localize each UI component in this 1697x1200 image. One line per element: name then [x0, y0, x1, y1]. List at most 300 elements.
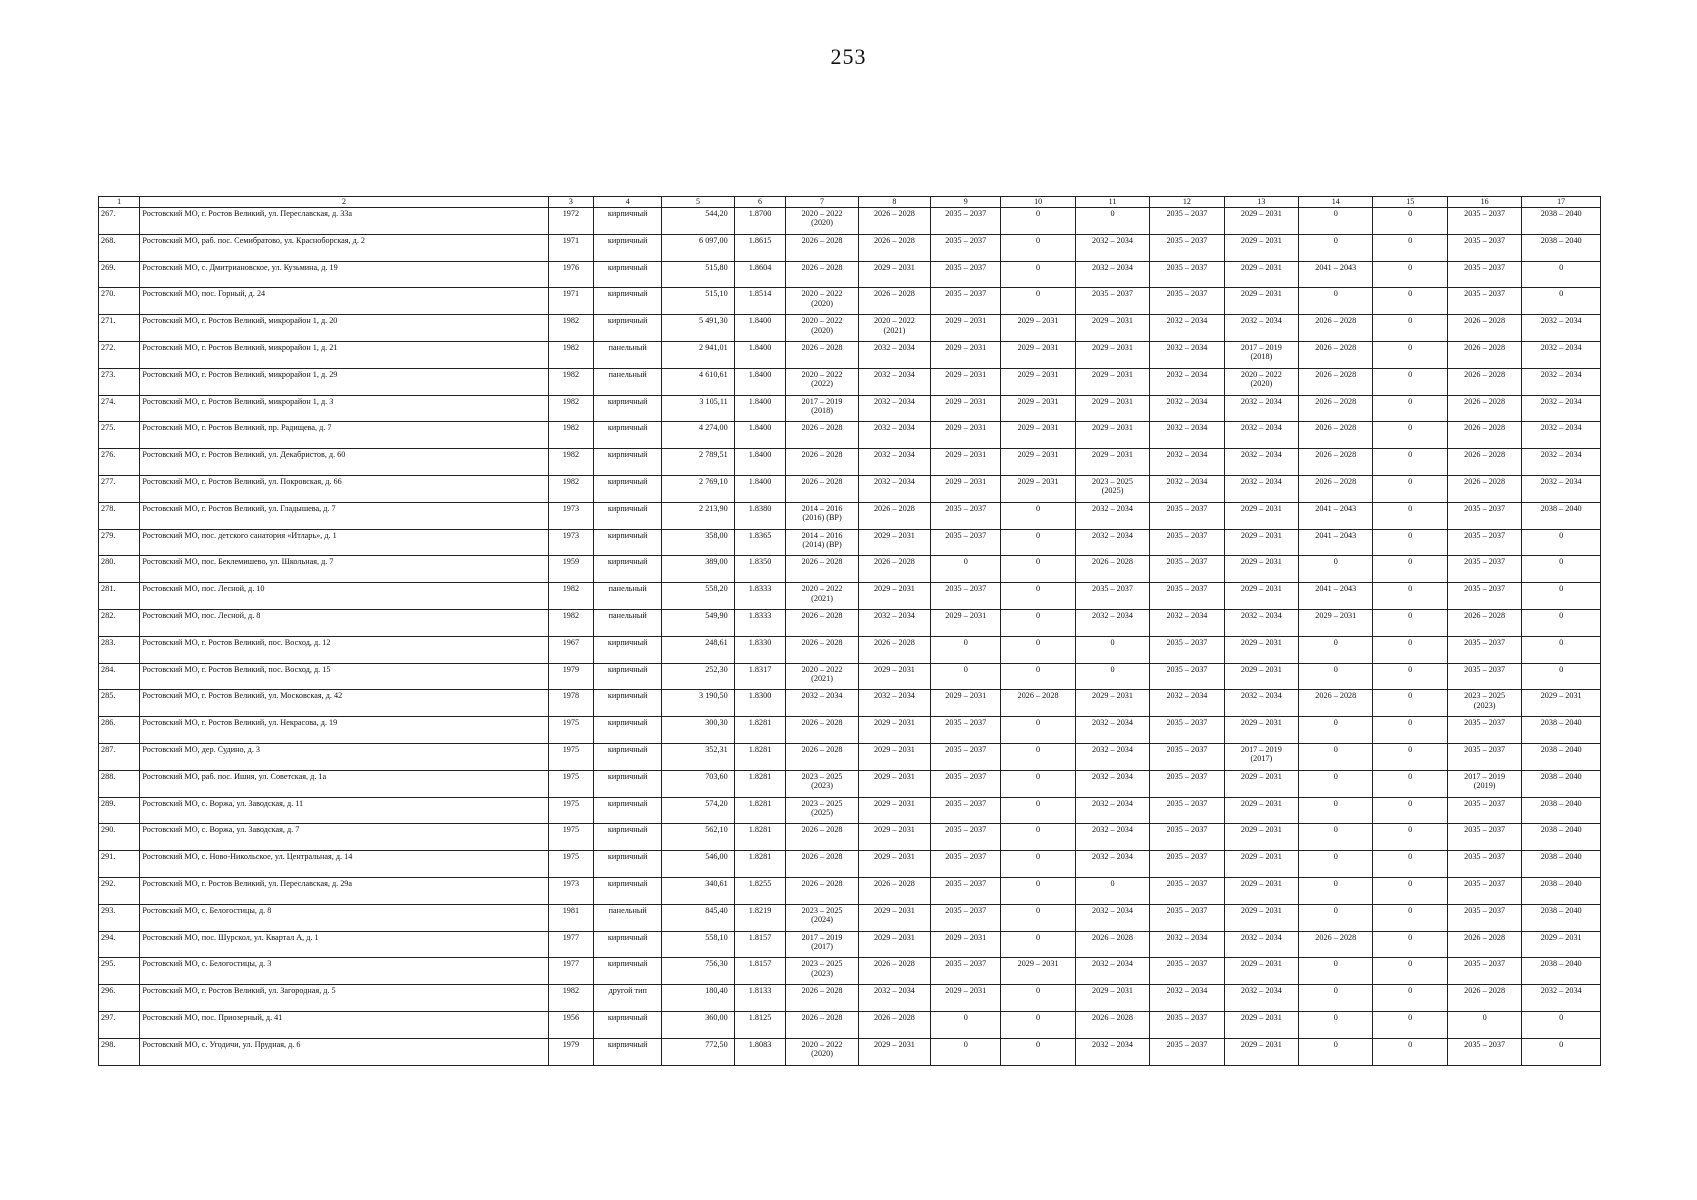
cell-address: Ростовский МО, пос. Шурскол, ул. Квартал А, д. 1	[140, 931, 548, 958]
cell-coefficient: 1.8400	[734, 449, 786, 476]
cell-period-col-15: 0	[1373, 234, 1447, 261]
cell-address: Ростовский МО, пос. Приозерный, д. 41	[140, 1011, 548, 1038]
cell-period-col-14: 0	[1299, 985, 1373, 1012]
cell-period-col-7: 2023 – 2025 (2024)	[786, 904, 858, 931]
cell-period-col-11: 2032 – 2034	[1075, 1038, 1149, 1065]
cell-year-built: 1981	[548, 904, 593, 931]
cell-period-col-16: 2026 – 2028	[1447, 931, 1521, 958]
cell-coefficient: 1.8615	[734, 234, 786, 261]
cell-period-col-13: 2032 – 2034	[1224, 315, 1298, 342]
cell-period-col-12: 2032 – 2034	[1150, 609, 1224, 636]
cell-period-col-10: 2029 – 2031	[1001, 341, 1075, 368]
cell-period-col-8: 2029 – 2031	[858, 931, 930, 958]
cell-wall-material: кирпичный	[594, 717, 662, 744]
cell-period-col-11: 2029 – 2031	[1075, 422, 1149, 449]
cell-period-col-11: 2032 – 2034	[1075, 851, 1149, 878]
cell-row-number: 294.	[99, 931, 140, 958]
cell-period-col-12: 2035 – 2037	[1150, 958, 1224, 985]
cell-period-col-13: 2029 – 2031	[1224, 851, 1298, 878]
cell-total-area: 558,10	[662, 931, 734, 958]
cell-year-built: 1982	[548, 395, 593, 422]
cell-period-col-13: 2029 – 2031	[1224, 663, 1298, 690]
column-header-8: 8	[858, 197, 930, 208]
cell-period-col-14: 2026 – 2028	[1299, 475, 1373, 502]
cell-period-col-16: 2026 – 2028	[1447, 368, 1521, 395]
cell-period-col-16: 2026 – 2028	[1447, 341, 1521, 368]
cell-period-col-15: 0	[1373, 743, 1447, 770]
cell-wall-material: кирпичный	[594, 824, 662, 851]
cell-year-built: 1975	[548, 824, 593, 851]
cell-period-col-13: 2017 – 2019 (2017)	[1224, 743, 1298, 770]
cell-period-col-16: 2017 – 2019 (2019)	[1447, 770, 1521, 797]
cell-period-col-11: 0	[1075, 663, 1149, 690]
cell-coefficient: 1.8281	[734, 743, 786, 770]
cell-period-col-17: 2032 – 2034	[1522, 368, 1601, 395]
cell-period-col-15: 0	[1373, 395, 1447, 422]
cell-coefficient: 1.8219	[734, 904, 786, 931]
cell-period-col-7: 2020 – 2022 (2021)	[786, 583, 858, 610]
cell-address: Ростовский МО, г. Ростов Великий, ул. Загородная, д. 5	[140, 985, 548, 1012]
cell-period-col-7: 2023 – 2025 (2023)	[786, 958, 858, 985]
cell-period-col-8: 2020 – 2022 (2021)	[858, 315, 930, 342]
cell-period-col-12: 2035 – 2037	[1150, 851, 1224, 878]
cell-coefficient: 1.8157	[734, 958, 786, 985]
cell-period-col-8: 2029 – 2031	[858, 824, 930, 851]
cell-period-col-11: 2032 – 2034	[1075, 502, 1149, 529]
cell-period-col-7: 2026 – 2028	[786, 636, 858, 663]
cell-period-col-10: 2029 – 2031	[1001, 422, 1075, 449]
cell-period-col-9: 2035 – 2037	[931, 824, 1001, 851]
cell-period-col-13: 2032 – 2034	[1224, 422, 1298, 449]
cell-period-col-12: 2032 – 2034	[1150, 422, 1224, 449]
cell-period-col-10: 0	[1001, 529, 1075, 556]
cell-period-col-12: 2032 – 2034	[1150, 395, 1224, 422]
cell-year-built: 1976	[548, 261, 593, 288]
cell-period-col-10: 2029 – 2031	[1001, 395, 1075, 422]
cell-period-col-10: 0	[1001, 931, 1075, 958]
cell-period-col-14: 0	[1299, 556, 1373, 583]
cell-period-col-12: 2035 – 2037	[1150, 556, 1224, 583]
cell-wall-material: кирпичный	[594, 288, 662, 315]
table-row	[99, 208, 1601, 235]
cell-period-col-14: 0	[1299, 663, 1373, 690]
cell-period-col-7: 2026 – 2028	[786, 851, 858, 878]
cell-address: Ростовский МО, г. Ростов Великий, ул. Гладышева, д. 7	[140, 502, 548, 529]
cell-period-col-14: 0	[1299, 743, 1373, 770]
table-row	[99, 422, 1601, 449]
cell-period-col-14: 0	[1299, 636, 1373, 663]
cell-period-col-9: 2035 – 2037	[931, 288, 1001, 315]
cell-coefficient: 1.8255	[734, 877, 786, 904]
cell-period-col-9: 0	[931, 663, 1001, 690]
cell-total-area: 544,20	[662, 208, 734, 235]
cell-row-number: 273.	[99, 368, 140, 395]
cell-period-col-17: 0	[1522, 1011, 1601, 1038]
column-header-16: 16	[1447, 197, 1521, 208]
cell-period-col-17: 2038 – 2040	[1522, 797, 1601, 824]
cell-period-col-11: 2032 – 2034	[1075, 261, 1149, 288]
cell-address: Ростовский МО, г. Ростов Великий, пос. Восход, д. 12	[140, 636, 548, 663]
cell-period-col-14: 0	[1299, 851, 1373, 878]
cell-row-number: 292.	[99, 877, 140, 904]
cell-coefficient: 1.8281	[734, 851, 786, 878]
cell-period-col-9: 0	[931, 1011, 1001, 1038]
cell-period-col-9: 2029 – 2031	[931, 985, 1001, 1012]
table-row	[99, 315, 1601, 342]
cell-period-col-16: 2026 – 2028	[1447, 475, 1521, 502]
cell-period-col-10: 0	[1001, 851, 1075, 878]
cell-period-col-9: 2035 – 2037	[931, 877, 1001, 904]
cell-period-col-14: 0	[1299, 877, 1373, 904]
column-header-4: 4	[594, 197, 662, 208]
cell-period-col-7: 2020 – 2022 (2020)	[786, 1038, 858, 1065]
cell-period-col-16: 2035 – 2037	[1447, 261, 1521, 288]
cell-period-col-13: 2029 – 2031	[1224, 904, 1298, 931]
cell-period-col-9: 2035 – 2037	[931, 261, 1001, 288]
cell-period-col-10: 0	[1001, 1011, 1075, 1038]
cell-period-col-15: 0	[1373, 529, 1447, 556]
cell-period-col-14: 0	[1299, 234, 1373, 261]
cell-period-col-13: 2029 – 2031	[1224, 1038, 1298, 1065]
cell-period-col-9: 2035 – 2037	[931, 502, 1001, 529]
table-row	[99, 449, 1601, 476]
cell-period-col-14: 2026 – 2028	[1299, 449, 1373, 476]
cell-period-col-13: 2029 – 2031	[1224, 770, 1298, 797]
cell-address: Ростовский МО, с. Ново-Никольское, ул. Центральная, д. 14	[140, 851, 548, 878]
cell-period-col-7: 2026 – 2028	[786, 449, 858, 476]
cell-row-number: 293.	[99, 904, 140, 931]
cell-period-col-12: 2032 – 2034	[1150, 690, 1224, 717]
cell-year-built: 1975	[548, 770, 593, 797]
cell-period-col-13: 2032 – 2034	[1224, 690, 1298, 717]
cell-period-col-14: 2026 – 2028	[1299, 368, 1373, 395]
cell-period-col-12: 2035 – 2037	[1150, 877, 1224, 904]
cell-total-area: 5 491,30	[662, 315, 734, 342]
table-row	[99, 877, 1601, 904]
cell-period-col-12: 2035 – 2037	[1150, 502, 1224, 529]
cell-period-col-7: 2026 – 2028	[786, 1011, 858, 1038]
cell-row-number: 274.	[99, 395, 140, 422]
cell-period-col-14: 0	[1299, 904, 1373, 931]
cell-period-col-12: 2035 – 2037	[1150, 583, 1224, 610]
cell-period-col-16: 2035 – 2037	[1447, 877, 1521, 904]
cell-period-col-17: 2038 – 2040	[1522, 958, 1601, 985]
cell-period-col-17: 2032 – 2034	[1522, 315, 1601, 342]
cell-period-col-13: 2029 – 2031	[1224, 529, 1298, 556]
cell-period-col-17: 2038 – 2040	[1522, 877, 1601, 904]
cell-period-col-16: 2035 – 2037	[1447, 1038, 1521, 1065]
cell-period-col-7: 2014 – 2016 (2014) (ВР)	[786, 529, 858, 556]
cell-period-col-7: 2023 – 2025 (2025)	[786, 797, 858, 824]
cell-period-col-11: 2032 – 2034	[1075, 609, 1149, 636]
cell-period-col-7: 2017 – 2019 (2017)	[786, 931, 858, 958]
cell-period-col-10: 2026 – 2028	[1001, 690, 1075, 717]
cell-year-built: 1975	[548, 743, 593, 770]
table-row	[99, 797, 1601, 824]
cell-period-col-13: 2032 – 2034	[1224, 609, 1298, 636]
cell-period-col-8: 2029 – 2031	[858, 663, 930, 690]
cell-period-col-15: 0	[1373, 636, 1447, 663]
cell-row-number: 288.	[99, 770, 140, 797]
cell-period-col-9: 2029 – 2031	[931, 422, 1001, 449]
cell-period-col-8: 2029 – 2031	[858, 904, 930, 931]
cell-period-col-7: 2014 – 2016 (2016) (ВР)	[786, 502, 858, 529]
cell-address: Ростовский МО, с. Дмитриановское, ул. Кузьмина, д. 19	[140, 261, 548, 288]
cell-period-col-12: 2035 – 2037	[1150, 824, 1224, 851]
cell-period-col-13: 2032 – 2034	[1224, 931, 1298, 958]
cell-period-col-13: 2029 – 2031	[1224, 797, 1298, 824]
cell-period-col-8: 2032 – 2034	[858, 341, 930, 368]
cell-period-col-9: 2029 – 2031	[931, 475, 1001, 502]
cell-year-built: 1982	[548, 609, 593, 636]
cell-period-col-9: 2035 – 2037	[931, 717, 1001, 744]
cell-wall-material: кирпичный	[594, 234, 662, 261]
cell-period-col-8: 2029 – 2031	[858, 583, 930, 610]
table-row	[99, 824, 1601, 851]
cell-period-col-12: 2032 – 2034	[1150, 341, 1224, 368]
cell-address: Ростовский МО, раб. пос. Ишня, ул. Советская, д. 1а	[140, 770, 548, 797]
cell-period-col-11: 2032 – 2034	[1075, 797, 1149, 824]
cell-year-built: 1979	[548, 1038, 593, 1065]
cell-row-number: 284.	[99, 663, 140, 690]
cell-period-col-10: 0	[1001, 609, 1075, 636]
cell-period-col-13: 2029 – 2031	[1224, 824, 1298, 851]
cell-coefficient: 1.8281	[734, 797, 786, 824]
cell-year-built: 1975	[548, 717, 593, 744]
cell-year-built: 1973	[548, 502, 593, 529]
cell-period-col-15: 0	[1373, 931, 1447, 958]
column-header-3: 3	[548, 197, 593, 208]
cell-total-area: 2 941,01	[662, 341, 734, 368]
cell-period-col-13: 2032 – 2034	[1224, 985, 1298, 1012]
column-header-17: 17	[1522, 197, 1601, 208]
cell-wall-material: кирпичный	[594, 797, 662, 824]
cell-period-col-13: 2032 – 2034	[1224, 449, 1298, 476]
cell-address: Ростовский МО, г. Ростов Великий, ул. Московская, д. 42	[140, 690, 548, 717]
table-row	[99, 958, 1601, 985]
cell-period-col-11: 2032 – 2034	[1075, 717, 1149, 744]
cell-period-col-14: 2026 – 2028	[1299, 315, 1373, 342]
cell-period-col-9: 2035 – 2037	[931, 234, 1001, 261]
cell-year-built: 1967	[548, 636, 593, 663]
cell-period-col-9: 2035 – 2037	[931, 770, 1001, 797]
table-row	[99, 1038, 1601, 1065]
cell-total-area: 2 213,90	[662, 502, 734, 529]
cell-period-col-10: 0	[1001, 663, 1075, 690]
cell-row-number: 283.	[99, 636, 140, 663]
cell-total-area: 703,60	[662, 770, 734, 797]
cell-period-col-12: 2032 – 2034	[1150, 449, 1224, 476]
cell-period-col-15: 0	[1373, 368, 1447, 395]
cell-coefficient: 1.8133	[734, 985, 786, 1012]
cell-period-col-12: 2032 – 2034	[1150, 368, 1224, 395]
cell-period-col-15: 0	[1373, 502, 1447, 529]
cell-period-col-17: 0	[1522, 609, 1601, 636]
cell-period-col-7: 2026 – 2028	[786, 556, 858, 583]
table-row	[99, 502, 1601, 529]
cell-period-col-14: 0	[1299, 824, 1373, 851]
cell-wall-material: кирпичный	[594, 636, 662, 663]
cell-period-col-13: 2029 – 2031	[1224, 583, 1298, 610]
cell-period-col-9: 2035 – 2037	[931, 529, 1001, 556]
cell-wall-material: панельный	[594, 609, 662, 636]
cell-year-built: 1973	[548, 877, 593, 904]
cell-period-col-14: 0	[1299, 958, 1373, 985]
cell-period-col-12: 2035 – 2037	[1150, 743, 1224, 770]
table-row	[99, 663, 1601, 690]
cell-address: Ростовский МО, пос. Лесной, д. 10	[140, 583, 548, 610]
cell-period-col-15: 0	[1373, 1011, 1447, 1038]
cell-period-col-13: 2017 – 2019 (2018)	[1224, 341, 1298, 368]
cell-period-col-8: 2032 – 2034	[858, 609, 930, 636]
column-header-6: 6	[734, 197, 786, 208]
cell-total-area: 360,00	[662, 1011, 734, 1038]
column-header-2: 2	[140, 197, 548, 208]
table-row	[99, 851, 1601, 878]
cell-coefficient: 1.8317	[734, 663, 786, 690]
cell-period-col-17: 2038 – 2040	[1522, 770, 1601, 797]
cell-period-col-15: 0	[1373, 288, 1447, 315]
cell-period-col-10: 0	[1001, 261, 1075, 288]
cell-wall-material: кирпичный	[594, 449, 662, 476]
cell-row-number: 282.	[99, 609, 140, 636]
cell-coefficient: 1.8330	[734, 636, 786, 663]
cell-period-col-15: 0	[1373, 663, 1447, 690]
cell-period-col-15: 0	[1373, 208, 1447, 235]
cell-row-number: 297.	[99, 1011, 140, 1038]
cell-period-col-9: 2029 – 2031	[931, 931, 1001, 958]
cell-period-col-9: 2035 – 2037	[931, 958, 1001, 985]
table-row	[99, 770, 1601, 797]
table-row	[99, 475, 1601, 502]
cell-row-number: 275.	[99, 422, 140, 449]
cell-wall-material: кирпичный	[594, 851, 662, 878]
cell-period-col-12: 2035 – 2037	[1150, 770, 1224, 797]
cell-wall-material: панельный	[594, 904, 662, 931]
cell-period-col-8: 2026 – 2028	[858, 636, 930, 663]
cell-wall-material: кирпичный	[594, 1038, 662, 1065]
table-row	[99, 395, 1601, 422]
cell-period-col-17: 2032 – 2034	[1522, 449, 1601, 476]
table-header-row	[99, 197, 1601, 208]
table-row	[99, 261, 1601, 288]
cell-period-col-17: 2038 – 2040	[1522, 502, 1601, 529]
cell-address: Ростовский МО, г. Ростов Великий, пос. Восход, д. 15	[140, 663, 548, 690]
cell-period-col-14: 2041 – 2043	[1299, 529, 1373, 556]
column-header-11: 11	[1075, 197, 1149, 208]
cell-period-col-11: 2032 – 2034	[1075, 904, 1149, 931]
cell-period-col-7: 2026 – 2028	[786, 341, 858, 368]
cell-period-col-15: 0	[1373, 609, 1447, 636]
cell-period-col-8: 2026 – 2028	[858, 556, 930, 583]
cell-period-col-16: 2035 – 2037	[1447, 556, 1521, 583]
cell-period-col-12: 2032 – 2034	[1150, 931, 1224, 958]
cell-wall-material: панельный	[594, 341, 662, 368]
cell-total-area: 574,20	[662, 797, 734, 824]
cell-period-col-10: 0	[1001, 208, 1075, 235]
cell-period-col-16: 2035 – 2037	[1447, 234, 1521, 261]
cell-period-col-9: 2029 – 2031	[931, 690, 1001, 717]
cell-period-col-16: 2035 – 2037	[1447, 529, 1521, 556]
cell-period-col-10: 0	[1001, 288, 1075, 315]
cell-period-col-9: 0	[931, 636, 1001, 663]
cell-period-col-17: 0	[1522, 288, 1601, 315]
cell-row-number: 269.	[99, 261, 140, 288]
cell-period-col-15: 0	[1373, 583, 1447, 610]
cell-row-number: 291.	[99, 851, 140, 878]
cell-coefficient: 1.8514	[734, 288, 786, 315]
column-header-1: 1	[99, 197, 140, 208]
cell-year-built: 1977	[548, 931, 593, 958]
cell-address: Ростовский МО, г. Ростов Великий, пр. Радищева, д. 7	[140, 422, 548, 449]
cell-wall-material: кирпичный	[594, 261, 662, 288]
cell-address: Ростовский МО, с. Угодичи, ул. Прудная, д. 6	[140, 1038, 548, 1065]
cell-coefficient: 1.8400	[734, 475, 786, 502]
cell-address: Ростовский МО, г. Ростов Великий, ул. Покровская, д. 66	[140, 475, 548, 502]
cell-period-col-17: 2029 – 2031	[1522, 931, 1601, 958]
cell-period-col-8: 2029 – 2031	[858, 717, 930, 744]
cell-coefficient: 1.8400	[734, 341, 786, 368]
cell-period-col-10: 0	[1001, 636, 1075, 663]
table-row	[99, 583, 1601, 610]
cell-period-col-14: 0	[1299, 797, 1373, 824]
column-header-15: 15	[1373, 197, 1447, 208]
cell-total-area: 300,30	[662, 717, 734, 744]
cell-row-number: 298.	[99, 1038, 140, 1065]
cell-year-built: 1978	[548, 690, 593, 717]
cell-coefficient: 1.8300	[734, 690, 786, 717]
cell-total-area: 180,40	[662, 985, 734, 1012]
cell-period-col-14: 2041 – 2043	[1299, 583, 1373, 610]
cell-period-col-12: 2035 – 2037	[1150, 717, 1224, 744]
cell-period-col-8: 2026 – 2028	[858, 208, 930, 235]
cell-period-col-14: 2029 – 2031	[1299, 609, 1373, 636]
cell-period-col-17: 0	[1522, 261, 1601, 288]
cell-period-col-12: 2035 – 2037	[1150, 663, 1224, 690]
cell-period-col-8: 2029 – 2031	[858, 851, 930, 878]
cell-period-col-8: 2029 – 2031	[858, 529, 930, 556]
cell-row-number: 267.	[99, 208, 140, 235]
cell-period-col-12: 2035 – 2037	[1150, 234, 1224, 261]
cell-period-col-7: 2020 – 2022 (2020)	[786, 315, 858, 342]
cell-period-col-16: 2035 – 2037	[1447, 583, 1521, 610]
cell-period-col-11: 0	[1075, 208, 1149, 235]
cell-wall-material: кирпичный	[594, 475, 662, 502]
cell-year-built: 1973	[548, 529, 593, 556]
cell-period-col-13: 2032 – 2034	[1224, 475, 1298, 502]
cell-period-col-14: 2041 – 2043	[1299, 502, 1373, 529]
cell-wall-material: другой тип	[594, 985, 662, 1012]
cell-period-col-14: 0	[1299, 717, 1373, 744]
cell-row-number: 280.	[99, 556, 140, 583]
cell-period-col-12: 2035 – 2037	[1150, 288, 1224, 315]
cell-address: Ростовский МО, раб. пос. Семибратово, ул. Красноборская, д. 2	[140, 234, 548, 261]
column-header-10: 10	[1001, 197, 1075, 208]
cell-wall-material: кирпичный	[594, 931, 662, 958]
cell-year-built: 1959	[548, 556, 593, 583]
cell-period-col-11: 2032 – 2034	[1075, 529, 1149, 556]
cell-period-col-8: 2029 – 2031	[858, 1038, 930, 1065]
cell-address: Ростовский МО, с. Воржа, ул. Заводская, д. 7	[140, 824, 548, 851]
cell-wall-material: кирпичный	[594, 877, 662, 904]
cell-period-col-7: 2026 – 2028	[786, 475, 858, 502]
cell-coefficient: 1.8333	[734, 609, 786, 636]
cell-year-built: 1972	[548, 208, 593, 235]
cell-wall-material: кирпичный	[594, 208, 662, 235]
cell-period-col-7: 2026 – 2028	[786, 877, 858, 904]
cell-period-col-13: 2029 – 2031	[1224, 958, 1298, 985]
cell-period-col-15: 0	[1373, 556, 1447, 583]
